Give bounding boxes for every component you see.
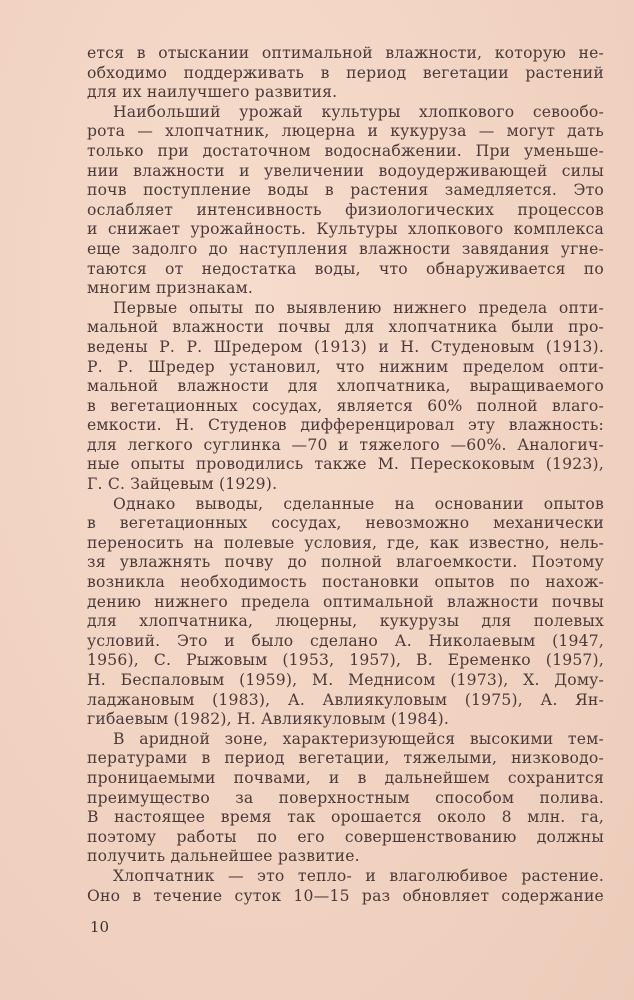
text-line: 1956), С. Рыжовым (1953, 1957), В. Еременко (1957), [87, 651, 604, 670]
text-line: Н. Беспаловым (1959), М. Меднисом (1973), Х. Дому- [87, 671, 604, 689]
page-number: 10 [90, 918, 110, 936]
text-line: Наибольший урожай культуры хлопкового севообо- [113, 102, 604, 121]
text-line: переносить на полевые условия, где, как известно, нель- [87, 533, 604, 552]
text-line: еще задолго до наступления влажности завядания угне- [87, 239, 604, 258]
text-line: таются от недостатка воды, что обнаруживается по [87, 259, 604, 278]
text-line: емкости. Н. Студенов дифференцировал эту влажность: [87, 416, 604, 435]
paragraph [87, 495, 604, 730]
text-line: Однако выводы, сделанные на основании опытов [113, 494, 604, 513]
text-line: Хлопчатник — это тепло- и влаголюбивое растение. [113, 866, 604, 885]
text-line: В настоящее время так орошается около 8 млн. га, [87, 808, 604, 827]
text-line: для их наилучшего развития. [87, 83, 338, 102]
text-line: поэтому работы по его совершенствованию должны [87, 827, 604, 846]
text-line: почв поступление воды в растения замедляется. Это [87, 181, 604, 200]
page-body [87, 44, 604, 906]
text-line: проницаемыми почвами, и в дальнейшем сохранится [87, 768, 604, 787]
text-line: нии влажности и увеличении водоудерживающей силы [87, 161, 604, 180]
text-line: обходимо поддерживать в период вегетации растений [87, 63, 604, 82]
text-line: ется в отыскании оптимальной влажности, которую не- [87, 44, 604, 62]
paragraph [87, 867, 604, 906]
text-line: и снижает урожайность. Культуры хлопкового комплекса [87, 220, 604, 239]
text-line: ладжановым (1983), А. Авлиякуловым (1975), А. Ян- [87, 690, 604, 709]
text-line: условий. Это и было сделано А. Николаевым (1947, [87, 631, 604, 650]
text-line: для хлопчатника, люцерны, кукурузы для полевых [87, 612, 604, 631]
paragraph [87, 44, 604, 103]
text-line: Р. Р. Шредер установил, что нижним пределом опти- [87, 357, 604, 376]
text-line: только при достаточном водоснабжении. При уменьше- [87, 141, 604, 160]
text-line: дению нижнего предела оптимальной влажности почвы [87, 592, 604, 611]
text-line: возникла необходимость постановки опытов по нахож- [87, 573, 604, 592]
text-line: для легкого суглинка —70 и тяжелого —60%. Аналогич- [87, 435, 604, 454]
text-line: многим признакам. [87, 279, 254, 298]
paragraph [87, 730, 604, 867]
text-line: Первые опыты по выявлению нижнего предела опти- [113, 298, 604, 317]
paragraph [87, 103, 604, 299]
text-line: ведены Р. Р. Шредером (1913) и Н. Студеновым (1913). [87, 337, 604, 356]
text-line: пературами в период вегетации, тяжелыми, низководо- [87, 749, 604, 768]
text-line: ные опыты проводились также М. Перескоковым (1923), [87, 455, 604, 474]
text-line: в вегетационных сосудах, невозможно механически [87, 514, 604, 533]
text-line: В аридной зоне, характеризующейся высокими тем- [113, 729, 604, 748]
text-line: преимущество за поверхностным способом полива. [87, 788, 604, 807]
text-line: гибаевым (1982), Н. Авлиякуловым (1984). [87, 710, 450, 729]
text-line: получить дальнейшее развитие. [87, 847, 360, 866]
text-line: зя увлажнять почву до полной влагоемкости. Поэтому [87, 553, 604, 572]
text-line: ослабляет интенсивность физиологических процессов [87, 200, 604, 219]
text-line: мальной влажности почвы для хлопчатника были про- [87, 318, 604, 337]
text-line: Оно в течение суток 10—15 раз обновляет содержание [87, 886, 604, 905]
paragraph [87, 299, 604, 495]
text-line: мальной влажности для хлопчатника, выращиваемого [87, 377, 604, 396]
text-line: Г. С. Зайцевым (1929). [87, 475, 278, 494]
text-line: в вегетационных сосудах, является 60% полной влаго- [87, 396, 604, 415]
text-line: рота — хлопчатник, люцерна и кукуруза — могут дать [87, 122, 604, 141]
